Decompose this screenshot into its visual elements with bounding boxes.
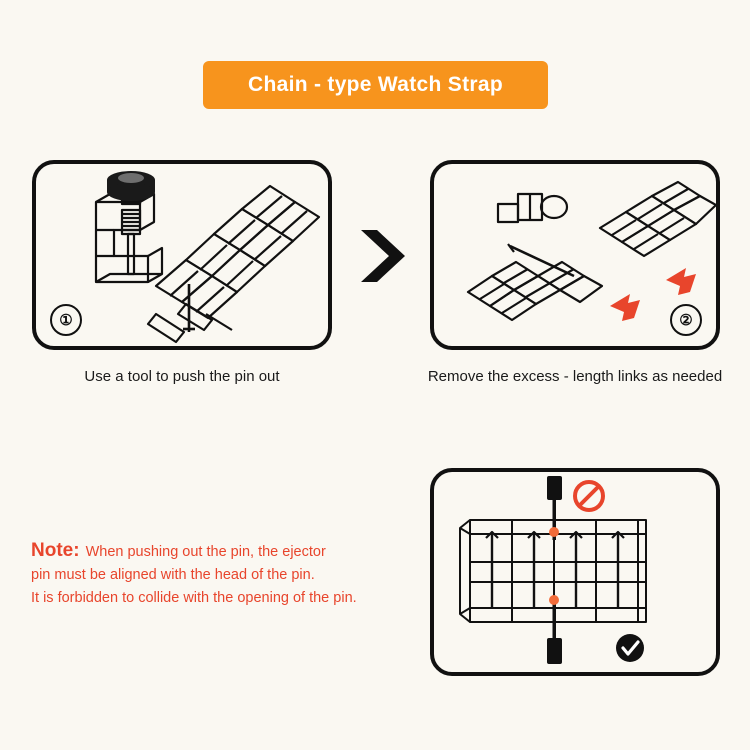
step-1-panel <box>32 160 332 350</box>
tool-knob-icon <box>107 171 155 201</box>
note-block <box>31 540 411 610</box>
page-title: Chain - type Watch Strap <box>248 73 503 96</box>
pin-alignment-detail-icon <box>434 472 716 672</box>
flow-arrow-icon <box>355 228 407 284</box>
note-line-1: When pushing out the pin, the ejector <box>85 544 326 560</box>
pin-alignment-detail-panel <box>430 468 720 676</box>
ejector-pin-bottom-icon <box>547 595 562 664</box>
note-line-3: It is forbidden to collide with the opening of the pin. <box>31 589 357 606</box>
step-2-badge: ② <box>670 304 702 336</box>
correct-icon <box>616 634 644 662</box>
note-line-2: pin must be aligned with the head of the pin. <box>31 566 315 583</box>
step-1-badge: ① <box>50 304 82 336</box>
forbidden-icon <box>575 482 603 510</box>
step-2-panel <box>430 160 720 350</box>
page-title-banner <box>203 61 548 109</box>
step-1-caption: Use a tool to push the pin out <box>84 368 280 385</box>
step-2-caption: Remove the excess - length links as needed <box>427 368 723 385</box>
ejector-pin-top-icon <box>547 476 562 540</box>
note-label: Note: <box>31 540 80 561</box>
